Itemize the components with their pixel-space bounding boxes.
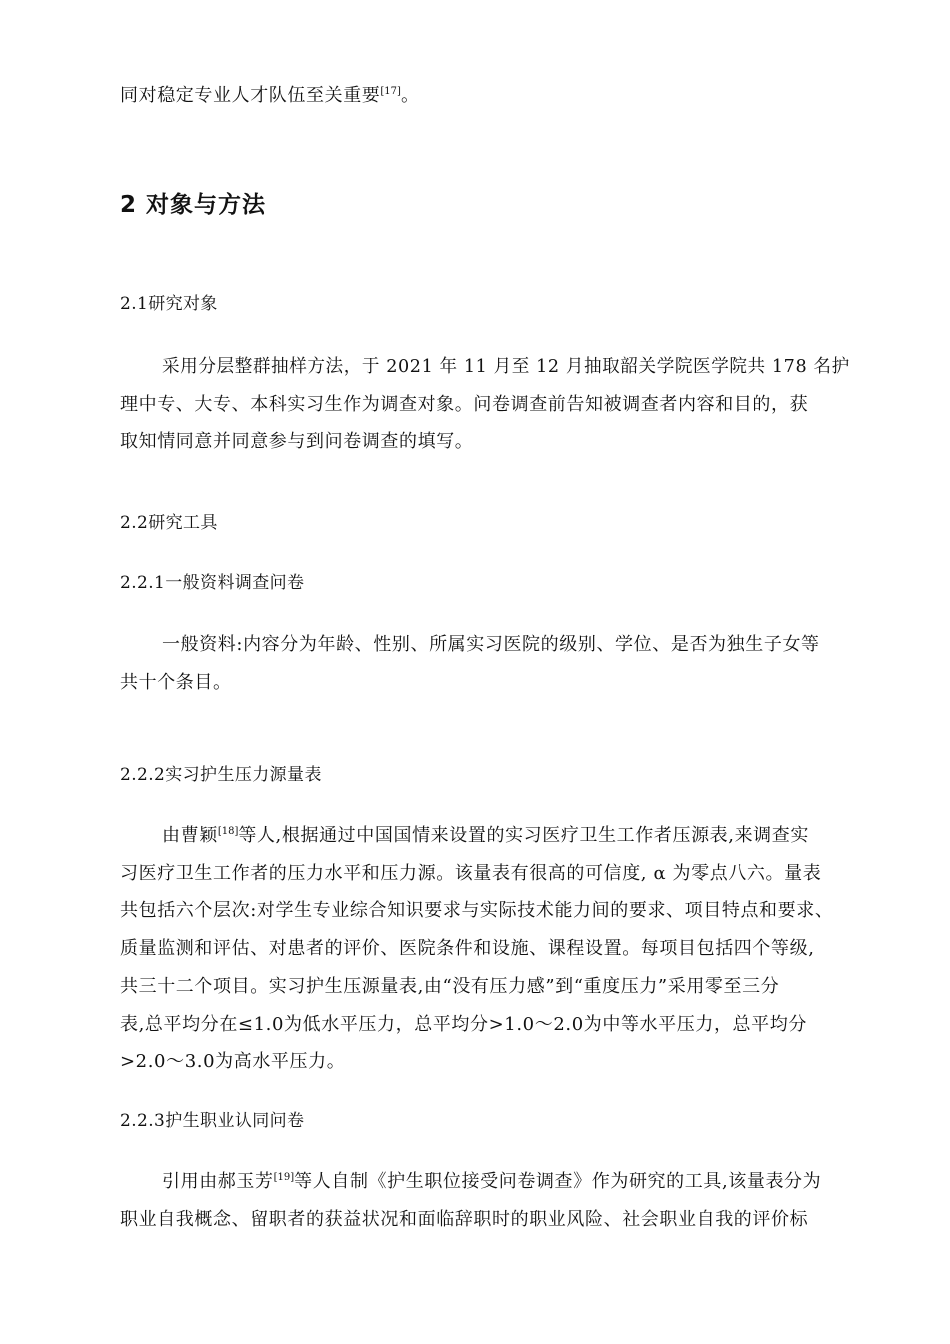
paragraph-line: >2.0～3.0为高水平压力。 <box>120 1051 346 1072</box>
section-heading: 2 对象与方法 <box>120 192 267 218</box>
subsection-heading: 2.2.3护生职业认同问卷 <box>120 1111 305 1131</box>
text-span: 引用由郝玉芳 <box>162 1171 274 1192</box>
citation-ref: [17] <box>380 86 401 97</box>
text-span: 同对稳定专业人才队伍至关重要 <box>120 85 381 106</box>
paragraph-line: 职业自我概念、留职者的获益状况和面临辞职时的职业风险、社会职业自我的评价标 <box>120 1209 809 1230</box>
subsection-heading: 2.1研究对象 <box>120 294 218 314</box>
paragraph-line: 共包括六个层次:对学生专业综合知识要求与实际技术能力间的要求、项目特点和要求、 <box>120 900 834 921</box>
paragraph-line <box>162 824 809 848</box>
text-span: 。 <box>400 85 420 106</box>
subsection-heading: 2.2.2实习护生压力源量表 <box>120 765 322 785</box>
citation-ref: [18] <box>217 826 239 837</box>
paragraph-line: 一般资料:内容分为年龄、性别、所属实习医院的级别、学位、是否为独生子女等 <box>162 634 820 655</box>
paragraph-line <box>162 1170 821 1194</box>
paragraph-line <box>120 84 420 108</box>
paragraph-line: 理中专、大专、本科实习生作为调查对象。问卷调查前告知被调查者内容和目的，获 <box>120 394 809 415</box>
text-span: 由曹颖 <box>162 825 218 846</box>
text-span: 等人,根据通过中国国情来设置的实习医疗卫生工作者压源表,来调查实 <box>238 825 809 846</box>
paragraph-line: 取知情同意并同意参与到问卷调查的填写。 <box>120 431 474 452</box>
paragraph-line: 质量监测和评估、对患者的评价、医院条件和设施、课程设置。每项目包括四个等级, <box>120 938 815 959</box>
subsection-heading: 2.2.1一般资料调查问卷 <box>120 573 305 593</box>
text-span: 等人自制《护生职位接受问卷调查》作为研究的工具,该量表分为 <box>294 1171 822 1192</box>
paragraph-line: 采用分层整群抽样方法，于 2021 年 11 月至 12 月抽取韶关学院医学院共 178 名护 <box>162 356 850 377</box>
paragraph-line: 共三十二个项目。实习护生压源量表,由“没有压力感”到“重度压力”采用零至三分 <box>120 976 780 997</box>
paragraph-line: 表,总平均分在≤1.0为低水平压力，总平均分>1.0～2.0为中等水平压力，总平均分 <box>120 1014 807 1035</box>
paragraph-line: 习医疗卫生工作者的压力水平和压力源。该量表有很高的可信度, α 为零点八六。量表 <box>120 863 822 884</box>
citation-ref: [19] <box>273 1172 295 1183</box>
paragraph-line: 共十个条目。 <box>120 672 232 693</box>
subsection-heading: 2.2研究工具 <box>120 513 218 533</box>
